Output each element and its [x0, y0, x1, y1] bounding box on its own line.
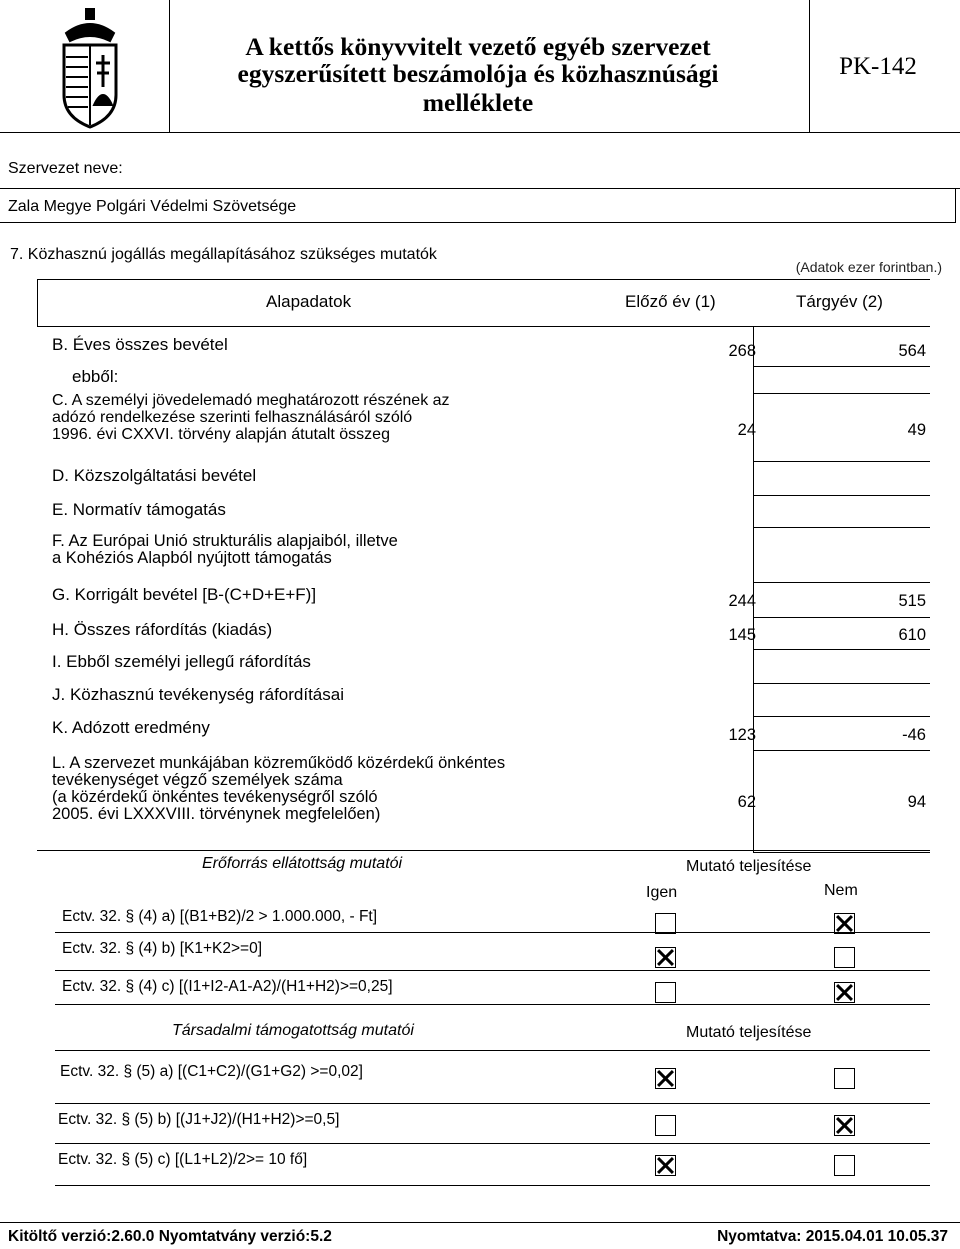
row-l-label-line4: 2005. évi LXXXVIII. törvénynek megfelelően)	[52, 805, 381, 823]
unit-note: (Adatok ezer forintban.)	[795, 259, 942, 275]
social-criterion-c: Ectv. 32. § (5) c) [(L1+L2)/2>= 10 fő]	[58, 1151, 308, 1168]
row-l-prev: 62	[737, 793, 756, 811]
row-b-prev: 268	[728, 342, 756, 360]
resource-c-no-checkbox[interactable]	[834, 982, 855, 1003]
row-c-label-line1: C. A személyi jövedelemadó meghatározott részének az	[52, 392, 450, 409]
row-h-curr: 610	[898, 626, 926, 644]
row-f-label-line2: a Kohéziós Alapból nyújtott támogatás	[52, 549, 332, 567]
social-a-yes-checkbox[interactable]	[655, 1068, 676, 1089]
no-column-label: Nem	[824, 882, 858, 899]
resource-c-yes-checkbox[interactable]	[655, 982, 676, 1003]
resource-criterion-c: Ectv. 32. § (4) c) [(I1+I2-A1-A2)/(H1+H2)>=0,25]	[62, 978, 393, 995]
col-header-prev-year: Előző év (1)	[625, 292, 716, 311]
row-k-curr: -46	[902, 726, 926, 744]
social-fulfilment-title: Mutató teljesítése	[686, 1024, 812, 1041]
social-c-no-checkbox[interactable]	[834, 1155, 855, 1176]
form-title-line2: egyszerűsített beszámolója és közhasznúsági melléklete	[237, 59, 719, 117]
social-criterion-a: Ectv. 32. § (5) a) [(C1+C2)/(G1+G2) >=0,02]	[60, 1063, 363, 1080]
row-d-label: D. Közszolgáltatási bevétel	[52, 466, 257, 485]
form-title-line1: A kettős könyvvitelt vezető egyéb szervezet	[245, 32, 711, 61]
resources-title: Erőforrás ellátottság mutatói	[202, 855, 403, 872]
row-i-label: I. Ebből személyi jellegű ráfordítás	[52, 652, 311, 671]
row-l-label-line3: (a közérdekű önkéntes tevékenységről szóló	[52, 788, 378, 806]
row-c-prev: 24	[737, 421, 756, 439]
row-l-curr: 94	[907, 793, 926, 811]
social-a-no-checkbox[interactable]	[834, 1068, 855, 1089]
resource-a-yes-checkbox[interactable]	[655, 913, 676, 934]
organization-name: Zala Megye Polgári Védelmi Szövetsége	[8, 198, 297, 215]
social-b-yes-checkbox[interactable]	[655, 1115, 676, 1136]
coat-of-arms-logo	[36, 5, 144, 130]
col-header-curr-year: Tárgyév (2)	[796, 292, 883, 311]
row-c-label-line2: adózó rendelkezése szerinti felhasználásáról szóló	[52, 409, 413, 426]
footer-version: Kitöltő verzió:2.60.0 Nyomtatvány verzió:5.2	[8, 1228, 332, 1245]
row-k-prev: 123	[728, 726, 756, 744]
resource-b-yes-checkbox[interactable]	[655, 947, 676, 968]
row-k-label: K. Adózott eredmény	[52, 718, 210, 737]
organization-label: Szervezet neve:	[8, 160, 123, 177]
social-c-yes-checkbox[interactable]	[655, 1155, 676, 1176]
section-7-title: 7. Közhasznú jogállás megállapításához szükséges mutatók	[10, 246, 437, 263]
row-c-curr: 49	[907, 421, 926, 439]
row-b-curr: 564	[898, 342, 926, 360]
row-g-prev: 244	[728, 592, 756, 610]
row-g-curr: 515	[898, 592, 926, 610]
row-l-label-line1: L. A szervezet munkájában közreműködő közérdekű önkéntes	[52, 754, 506, 772]
row-of-which-label: ebből:	[72, 367, 119, 386]
resource-criterion-b: Ectv. 32. § (4) b) [K1+K2>=0]	[62, 940, 263, 957]
resource-a-no-checkbox[interactable]	[834, 913, 855, 934]
header-divider-left	[169, 0, 170, 132]
yes-column-label: Igen	[646, 884, 678, 901]
row-j-label: J. Közhasznú tevékenység ráfordításai	[52, 685, 344, 704]
row-e-label: E. Normatív támogatás	[52, 500, 226, 519]
col-header-basic: Alapadatok	[266, 292, 352, 311]
row-l-label-line2: tevékenységet végző személyek száma	[52, 771, 343, 789]
header-bottom-rule	[0, 132, 960, 133]
row-h-prev: 145	[728, 626, 756, 644]
row-g-label: G. Korrigált bevétel [B-(C+D+E+F)]	[52, 585, 317, 604]
social-criterion-b: Ectv. 32. § (5) b) [(J1+J2)/(H1+H2)>=0,5]	[58, 1111, 340, 1128]
form-code: PK-142	[839, 53, 917, 80]
row-c-label-line3: 1996. évi CXXVI. törvény alapján átutalt összeg	[52, 426, 390, 443]
header-divider-right	[809, 0, 810, 132]
row-h-label: H. Összes ráfordítás (kiadás)	[52, 620, 273, 639]
row-f-label-line1: F. Az Európai Unió strukturális alapjaiból, illetve	[52, 532, 398, 550]
row-b-label: B. Éves összes bevétel	[52, 335, 228, 354]
resource-criterion-a: Ectv. 32. § (4) a) [(B1+B2)/2 > 1.000.000, - Ft]	[62, 908, 378, 925]
resource-b-no-checkbox[interactable]	[834, 947, 855, 968]
social-b-no-checkbox[interactable]	[834, 1115, 855, 1136]
footer-printed-timestamp: Nyomtatva: 2015.04.01 10.05.37	[717, 1228, 948, 1245]
resources-fulfilment-title: Mutató teljesítése	[686, 858, 812, 875]
social-title: Társadalmi támogatottság mutatói	[172, 1022, 414, 1039]
